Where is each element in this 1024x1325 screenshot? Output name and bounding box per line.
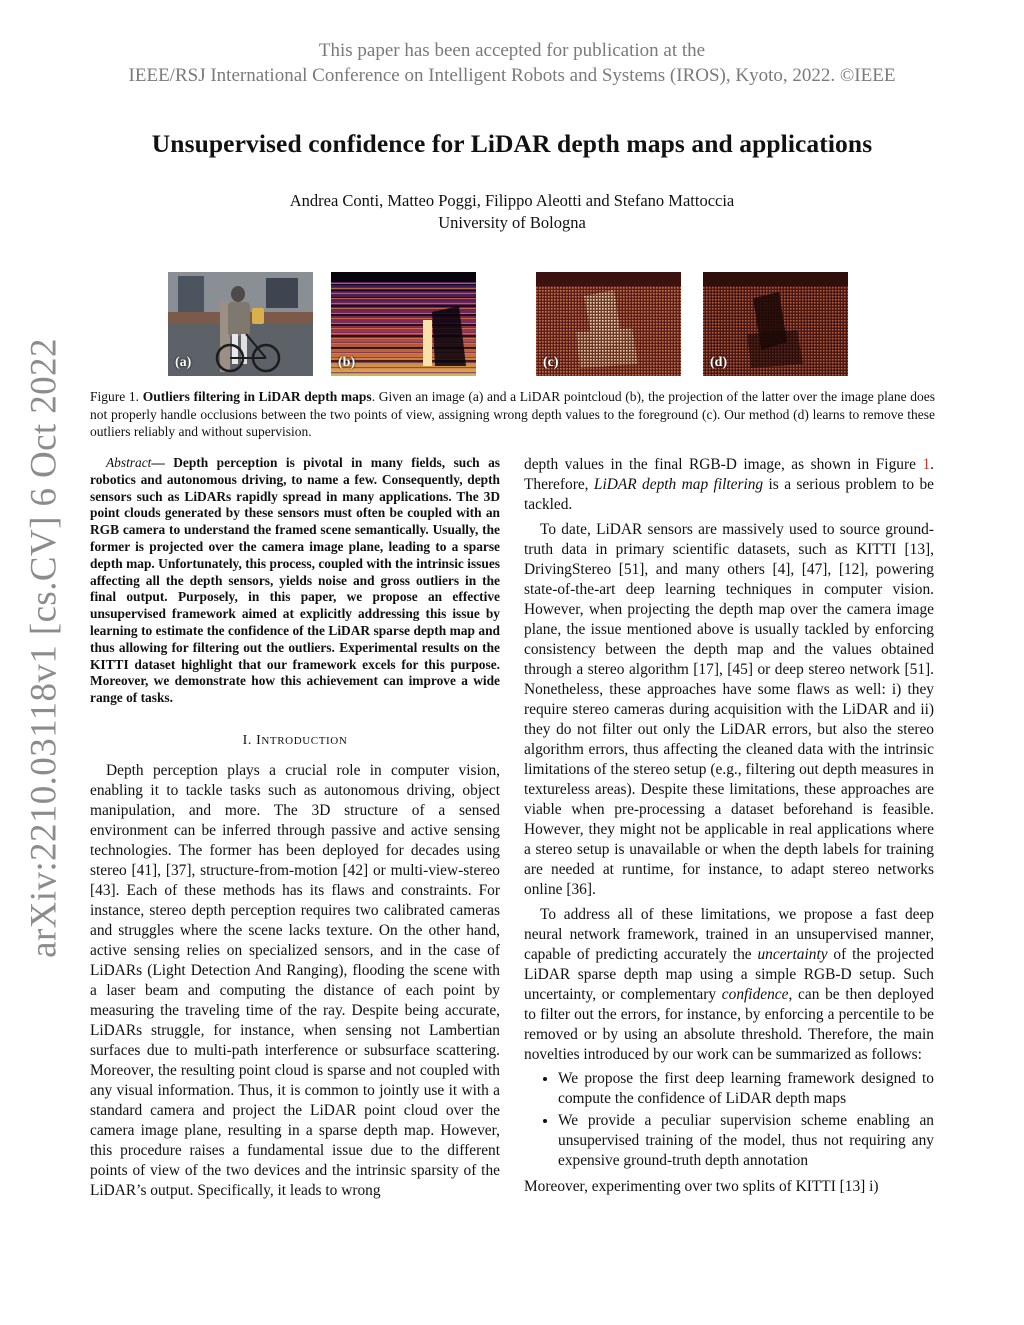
p3-text-c: , can be then deployed to filter out the errors, for instance, by enforcing a percentile to be removed or by using an absolute threshold. Therefore, the main novelties introduced by our work can be summarized as follows: bbox=[524, 986, 934, 1063]
caption-bold: Outliers filtering in LiDAR depth maps bbox=[142, 389, 372, 404]
paper-title: Unsupervised confidence for LiDAR depth maps and applications bbox=[151, 129, 873, 158]
right-column bbox=[524, 455, 934, 1197]
figure-panel-d-filtered-depth bbox=[703, 272, 848, 376]
p3-text-a: To address all of these limitations, we propose a fast deep neural network framework, trained in an unsupervised manner, capable of predicting accurately the bbox=[524, 906, 934, 963]
caption-label: Figure 1. bbox=[90, 389, 140, 404]
p3-emphasis-confidence: confidence bbox=[721, 986, 789, 1003]
panel-label-b: (b) bbox=[338, 355, 356, 370]
panel-label-c: (c) bbox=[543, 355, 559, 370]
intro-paragraph-4: Moreover, experimenting over two splits of KITTI [13] i) bbox=[524, 1178, 879, 1195]
panel-label-d: (d) bbox=[710, 355, 728, 370]
contribution-item: • We propose the first deep learning framework designed to compute the confidence of LiDAR depth maps bbox=[558, 1069, 934, 1109]
left-column bbox=[90, 455, 500, 1201]
abstract bbox=[90, 455, 500, 707]
author-block bbox=[0, 190, 1024, 234]
intro-paragraph-2: To date, LiDAR sensors are massively used to source ground-truth data in primary scientific datasets, such as KITTI [13], DrivingStereo [51], and many others [4], [47], [12], powering state-of-the-art deep learning techniques in computer vision. However, when projecting the depth map over the camera image plane, the issue mentioned above is usually tackled by enforcing consistency between the depth map and the values obtained through a stereo algorithm [17], [45] or deep stereo network [51]. Nonetheless, these approaches have some flaws as well: i) they require stereo cameras during acquisition with the LiDAR and ii) they do not filter out only the LiDAR errors, but also the stereo algorithm errors, thus affecting the cleaned data with the intrinsic limitations of the stereo setup (e.g., filtering out depth measures in textureless areas). Despite these limitations, these approaches are viable when pre-processing a dataset beforehand is feasible. However, they might not be applicable in real applications where a stereo setup is unavailable or when the depth labels for training are needed at runtime, for instance, to adapt stereo networks online [36]. bbox=[524, 521, 934, 898]
figure-caption bbox=[90, 388, 935, 441]
figure-1 bbox=[168, 272, 880, 376]
abstract-dash: — bbox=[151, 455, 165, 470]
notice-line-2: IEEE/RSJ International Conference on Intelligent Robots and Systems (IROS), Kyoto, 2022. ©IEEE bbox=[128, 65, 896, 86]
continuation-text-b: . Therefore, bbox=[524, 456, 934, 493]
figure-panel-c-projected-depth bbox=[536, 272, 681, 376]
p3-text-b: of the projected LiDAR sparse depth map using a simple RGB-D setup. Such uncertainty, or complementary bbox=[524, 946, 934, 1003]
continuation-text-c: is a serious problem to be tackled. bbox=[524, 476, 934, 513]
panel-label-a: (a) bbox=[175, 355, 192, 370]
arxiv-stamp: arXiv:2210.03118v1 [cs.CV] 6 Oct 2022 bbox=[23, 338, 65, 958]
caption-text: . Given an image (a) and a LiDAR pointcloud (b), the projection of the latter over the image plane does not properly handle occlusions between the two points of view, assigning wrong depth values to the foreground (c). Our method (d) learns to remove these outliers reliably and without supervision. bbox=[90, 389, 936, 439]
continuation-text-a: depth values in the final RGB-D image, as shown in Figure bbox=[524, 456, 923, 473]
section-heading-introduction bbox=[90, 731, 500, 751]
figure-panel-b-pointcloud bbox=[331, 272, 476, 376]
author-affiliation: University of Bologna bbox=[438, 213, 586, 232]
section-numeral: I. bbox=[242, 732, 252, 748]
p3-emphasis-uncertainty: uncertainty bbox=[757, 946, 828, 963]
section-heading-rest: NTRODUCTION bbox=[261, 734, 348, 747]
abstract-label: Abstract bbox=[106, 455, 152, 470]
intro-paragraph-1: Depth perception plays a crucial role in computer vision, enabling it to tackle tasks such as autonomous driving, object manipulation, and more. The 3D structure of a sensed environment can be inferred through passive and active sensing technologies. The former has been deployed for decades using stereo [41], [37], structure-from-motion [42] or multi-view-stereo [43]. Each of these methods has its flaws and constraints. For instance, stereo depth perception requires two calibrated cameras and struggles where the scene lacks texture. On the other hand, active sensing relies on specialized sensors, and in the case of LiDARs (Light Detection And Ranging), flooding the scene with a laser beam and computing the distance of each point by measuring the traveling time of the ray. Despite being accurate, LiDARs struggle, for instance, when sensing not Lambertian surfaces due to multi-path interference or subsurface scattering. Moreover, the resulting point cloud is sparse and not coupled with any visual information. Thus, it is common to jointly use it with a standard camera and project the LiDAR point cloud over the camera image plane, resulting in a sparse depth map. However, this procedure raises a fundamental issue due to the different points of view of the two devices and the intrinsic sparsity of the LiDAR’s output. Specifically, it leads to wrong bbox=[90, 761, 500, 1199]
intro-paragraph-3 bbox=[524, 905, 934, 1065]
publication-notice bbox=[0, 38, 1024, 88]
author-names: Andrea Conti, Matteo Poggi, Filippo Aleotti and Stefano Mattoccia bbox=[289, 191, 735, 210]
notice-line-1: This paper has been accepted for publication at the bbox=[318, 40, 706, 61]
intro-continuation bbox=[524, 455, 934, 515]
figure-panel-a-rgb-image bbox=[168, 272, 313, 376]
figure-reference-link[interactable]: 1 bbox=[922, 456, 931, 473]
continuation-emphasis: LiDAR depth map filtering bbox=[593, 476, 764, 493]
abstract-text: Depth perception is pivotal in many fields, such as robotics and autonomous driving, to name a few. Consequently, depth sensors such as LiDARs rapidly spread in many applications. The 3D point clouds generated by these sensors must often be coupled with an RGB camera to understand the framed scene semantically. Usually, the former is projected over the camera image plane, leading to a sparse depth map. Unfortunately, this process, coupled with the intrinsic issues affecting all the depth sensors, yields noise and gross outliers in the final output. Purposely, in this paper, we propose an effective unsupervised framework aimed at explicitly addressing this issue by learning to estimate the confidence of the LiDAR sparse depth map and thus allowing for filtering out the outliers. Experimental results on the KITTI dataset highlight that our framework excels for this purpose. Moreover, we demonstrate how this achievement can improve a wide range of tasks. bbox=[90, 455, 500, 706]
section-heading-first: I bbox=[256, 732, 262, 748]
contribution-item: • We provide a peculiar supervision scheme enabling an unsupervised training of the model, thus not requiring any expensive ground-truth depth annotation bbox=[558, 1111, 934, 1171]
contributions-list bbox=[524, 1069, 934, 1171]
